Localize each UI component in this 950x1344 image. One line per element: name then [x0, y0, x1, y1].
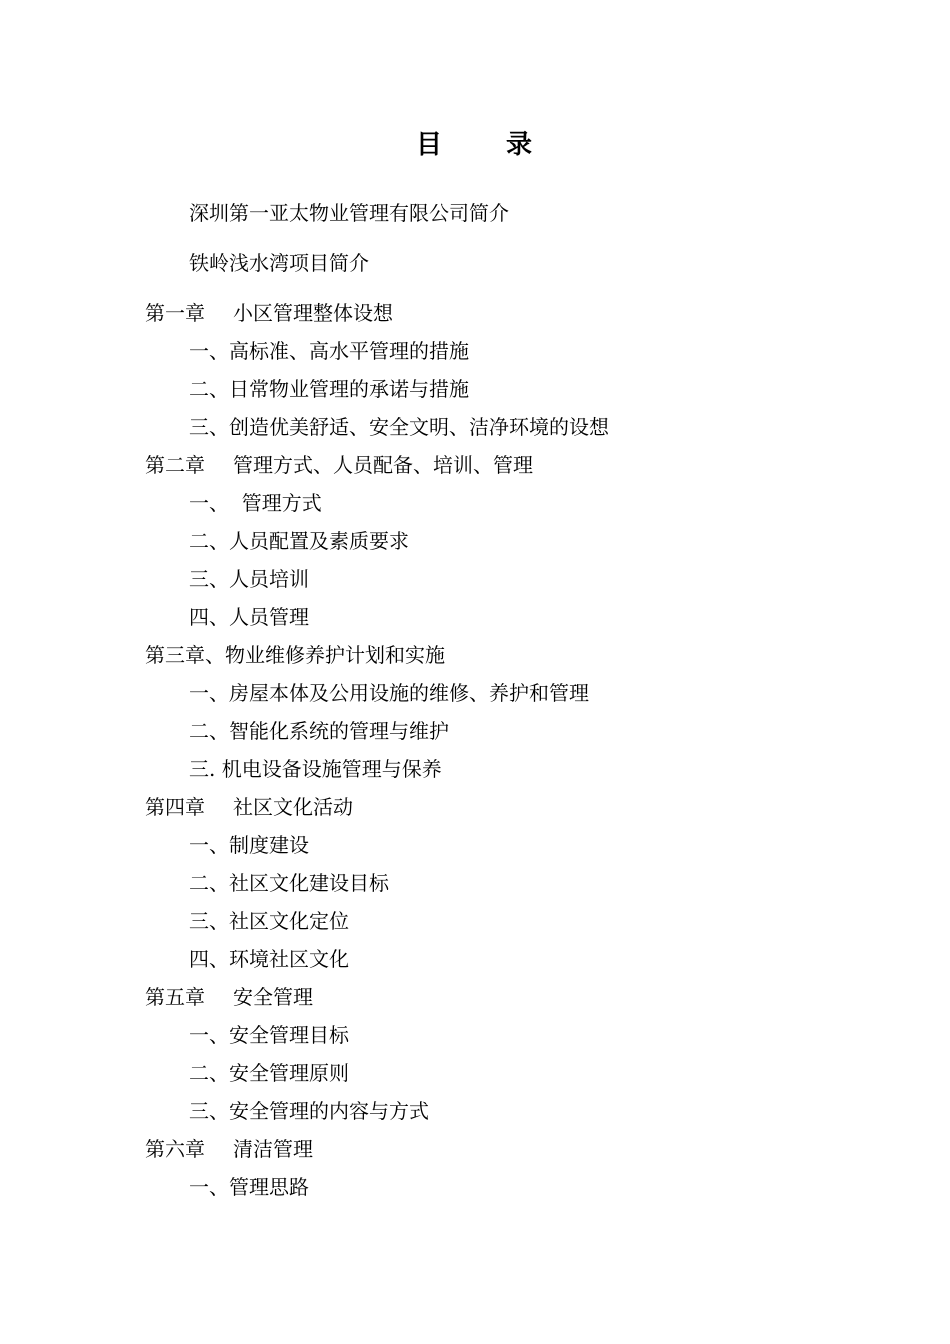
- toc-preface-project: 铁岭浅水湾项目简介: [189, 251, 369, 275]
- toc-section: 三、人员培训: [189, 567, 309, 591]
- toc-section: 二、人员配置及素质要求: [189, 529, 409, 553]
- toc-chapter-6: [145, 1136, 313, 1162]
- chapter-title: 管理方式、人员配备、培训、管理: [233, 453, 533, 477]
- toc-chapter-5: [145, 984, 313, 1010]
- toc-section: 二、安全管理原则: [189, 1061, 349, 1085]
- toc-section: 一、房屋本体及公用设施的维修、养护和管理: [189, 681, 589, 705]
- toc-section: 二、日常物业管理的承诺与措施: [189, 377, 469, 401]
- toc-chapter-3: 第三章、物业维修养护计划和实施: [145, 643, 445, 667]
- toc-preface-company: 深圳第一亚太物业管理有限公司简介: [189, 201, 509, 225]
- chapter-number: 第六章: [145, 1137, 205, 1161]
- toc-section: 四、环境社区文化: [189, 947, 349, 971]
- chapter-number: 第五章: [145, 985, 205, 1009]
- toc-section: 二、社区文化建设目标: [189, 871, 389, 895]
- chapter-title: 安全管理: [233, 985, 313, 1009]
- toc-section: 一、 管理方式: [189, 491, 322, 515]
- toc-chapter-4: [145, 794, 353, 820]
- toc-section: 三. 机电设备设施管理与保养: [189, 757, 442, 781]
- toc-section: 二、智能化系统的管理与维护: [189, 719, 449, 743]
- toc-section: 一、高标准、高水平管理的措施: [189, 339, 469, 363]
- toc-chapter-2: [145, 452, 533, 478]
- toc-section: 三、社区文化定位: [189, 909, 349, 933]
- title-char-right: 录: [506, 130, 535, 160]
- toc-section: 一、管理思路: [189, 1175, 309, 1199]
- chapter-number: 第一章: [145, 301, 205, 325]
- chapter-title: 清洁管理: [233, 1137, 313, 1161]
- title-char-left: 目: [415, 130, 444, 160]
- toc-section: 三、安全管理的内容与方式: [189, 1099, 429, 1123]
- page-title: [0, 124, 950, 161]
- chapter-number: 第四章: [145, 795, 205, 819]
- toc-section: 三、创造优美舒适、安全文明、洁净环境的设想: [189, 415, 609, 439]
- chapter-number: 第二章: [145, 453, 205, 477]
- toc-section: 一、安全管理目标: [189, 1023, 349, 1047]
- toc-section: 一、制度建设: [189, 833, 309, 857]
- chapter-title: 小区管理整体设想: [233, 301, 393, 325]
- chapter-title: 社区文化活动: [233, 795, 353, 819]
- toc-section: 四、人员管理: [189, 605, 309, 629]
- toc-chapter-1: [145, 300, 393, 326]
